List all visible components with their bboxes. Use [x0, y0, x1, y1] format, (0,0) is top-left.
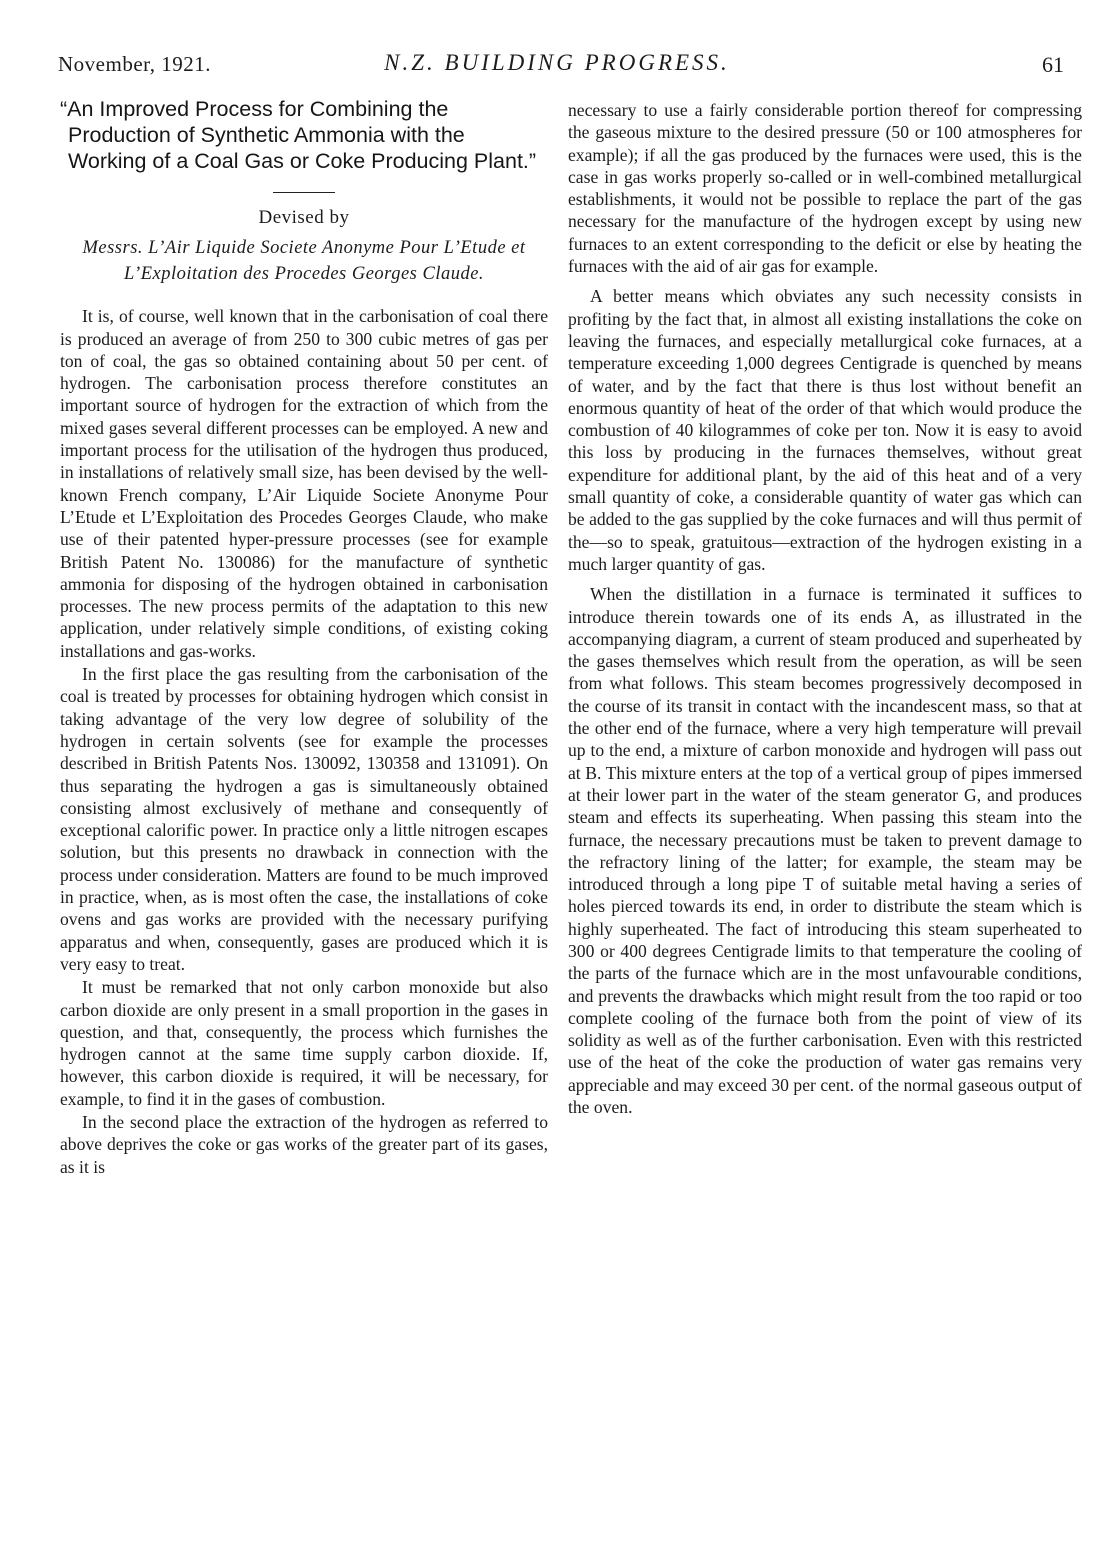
article-authors: Messrs. L’Air Liquide Societe Anonyme Pour L’Etude et L’Exploitation des Procedes Georges Claude. [82, 238, 526, 285]
paragraph: It is, of course, well known that in the carbonisation of coal there is produced an average of from 250 to 300 cubic metres of gas per ton of coal, the gas so obtained containing about 50 per cent. of hydrogen. The carbonisation process therefore constitutes an important source of hydrogen for the extraction of which from the mixed gases several different processes can be employed. A new and important process for the utilisation of the hydrogen thus produced, in installations of relatively small size, has been devised by the well-known French company, L’Air Liquide Societe Anonyme Pour L’Etude et L’Exploitation des Procedes Georges Claude, who make use of their patented hyper-pressure processes (see for example British Patent No. 130086) for the manufacture of synthetic ammonia for disposing of the hydrogen obtained in carbonisation processes. The new process permits of the adaptation to this new application, under relatively simple conditions, of existing coking installations and gas-works. [60, 306, 548, 661]
paragraph: In the second place the extraction of the hydrogen as referred to above deprives the coke or gas works of the greater part of its gases, as it is [60, 1111, 548, 1177]
issue-date: November, 1921. [58, 52, 212, 76]
paragraph: It must be remarked that not only carbon monoxide but also carbon dioxide are only present in a small proportion in the gases in question, and that, consequently, the process which furnishes the hydrogen cannot at the same time supply carbon dioxide. If, however, this carbon dioxide is required, it will be necessary, for example, to find it in the gases of combustion. [60, 977, 548, 1109]
page-header [0, 0, 1114, 90]
right-column [568, 99, 1082, 1126]
paragraph: In the first place the gas resulting from the carbonisation of the coal is treated by processes for obtaining hydrogen which consist in taking advantage of the very low degree of solubility of the hydrogen in certain solvents (see for example the processes described in British Patents Nos. 130092, 130358 and 131091). On thus separating the hydrogen a gas is simultaneously obtained consisting almost exclusively of methane and consequently of exceptional calorific power. In practice only a little nitrogen escapes solution, but this presents no drawback in connection with the process under consideration. Matters are found to be much improved in practice, when, as is most often the case, the installations of coke ovens and gas works are provided with the necessary purifying apparatus and when, consequently, gases are produced which it is very easy to treat. [60, 664, 548, 974]
paragraph: When the distillation in a furnace is terminated it suffices to introduce therein towards one of its ends A, as illustrated in the accompanying diagram, a current of steam produced and superheated by the gases themselves which result from the operation, as will be seen from what follows. This steam becomes progressively decomposed in the course of its transit in contact with the incandescent mass, so that at the other end of the furnace, where a very high temperature will prevail up to the end, a mixture of carbon monoxide and hydrogen will pass out at B. This mixture enters at the top of a vertical group of pipes immersed at their lower part in the water of the steam generator G, and produces steam and effects its superheating. When passing this steam into the furnace, the necessary precautions must be taken to prevent damage to the refractory lining of the latter; for example, the steam may be introduced through a long pipe T of suitable metal having a series of holes pierced towards its end, in order to distribute the steam which is highly superheated. The fact of introducing this steam superheated to 300 or 400 degrees Centigrade limits to that temperature the cooling of the parts of the furnace which are in the most unfavourable conditions, and prevents the drawbacks which might result from the too rapid or too complete cooling of the furnace both from the point of view of its solidity as well as of the further carbonisation. Even with this restricted use of the heat of the coke the production of water gas remains very appreciable and may exceed 30 per cent. of the normal gaseous output of the oven. [568, 584, 1082, 1118]
title-rule [273, 192, 335, 193]
page-number: 61 [1042, 52, 1064, 77]
journal-title: N.Z. BUILDING PROGRESS. [384, 50, 730, 75]
left-column [60, 96, 548, 1178]
paragraph: A better means which obviates any such necessity consists in profiting by the fact that, in almost all existing installations the coke on leaving the furnaces, and especially metallurgical coke furnaces, at a temperature exceeding 1,000 degrees Centigrade is quenched by means of water, and by the fact that there is thus lost without benefit an enormous quantity of heat of the order of that which would produce the combustion of 40 kilogrammes of coke per ton. Now it is easy to avoid this loss by producing in the furnaces themselves, without great expenditure for additional plant, by the aid of this heat and of a very small quantity of coke, a considerable quantity of water gas which can be added to the gas supplied by the coke furnaces and will thus permit of the—so to speak, gratuitous—extraction of the hydrogen existing in a much larger quantity of gas. [568, 286, 1082, 574]
devised-by-label: Devised by [258, 207, 350, 228]
article-title: “An Improved Process for Combining the Production of Synthetic Ammonia with the Working of a Coal Gas or Coke Producing Plant.” [60, 97, 537, 173]
paragraph: necessary to use a fairly considerable portion thereof for compressing the gaseous mixture to the desired pressure (50 or 100 atmospheres for example); if all the gas produced by the furnaces were used, this is the case in gas works properly so-called or in well-combined metallurgical establishments, it would not be possible to replace the part of the gas necessary for the manufacture of the hydrogen except by using new furnaces to an extent corresponding to the deficit or else by heating the furnaces with the aid of air gas for example. [568, 100, 1082, 277]
